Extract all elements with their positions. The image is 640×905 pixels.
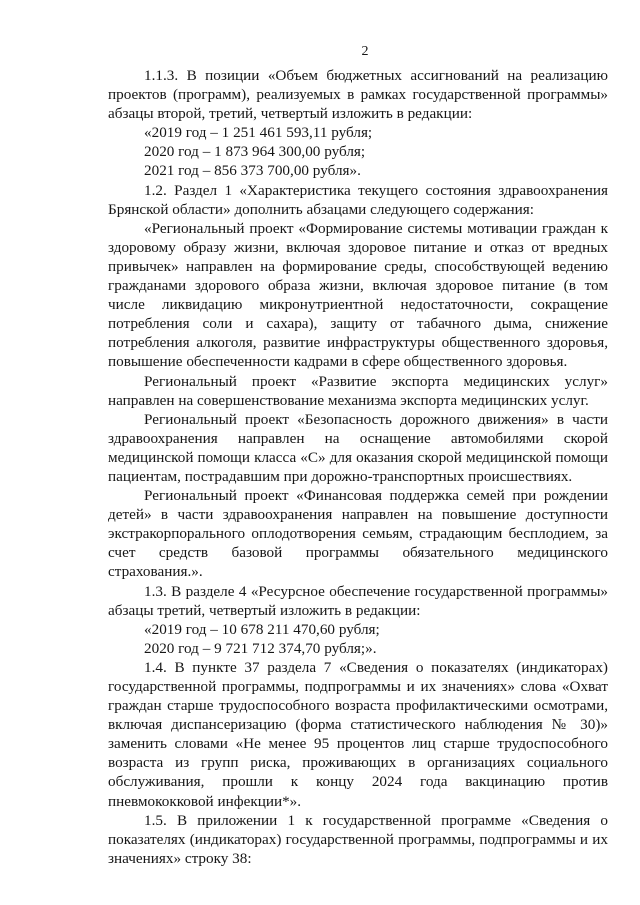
regional-project-road-safety: Региональный проект «Безопасность дорожного движения» в части здравоохранения направлен на оснащение автомобилями скорой медицинской помощи класса «С» для оказания скорой медицинской помощи пациентам, пострадавшим при дорожно-транспортных происшествиях. (108, 410, 608, 485)
resource-2019-line: «2019 год – 10 678 211 470,60 рубля; (144, 620, 380, 638)
document-body (108, 66, 608, 868)
regional-project-healthy-lifestyle: «Региональный проект «Формирование системы мотивации граждан к здоровому образу жизни, включая здоровое питание и отказ от вредных привычек» направлен на формирование среды, способствующей ведению гражданами здорового образа жизни, включая здоровое питание (в том числе ликвидацию микронутриентной недостаточности, сокращение потребления соли и сахара), защиту от табачного дыма, снижение потребления алкоголя, развитие инфраструктуры общественного здоровья, повышение обеспеченности кадрами в сфере общественного здоровья. (108, 219, 608, 371)
paragraph-1-3: 1.3. В разделе 4 «Ресурсное обеспечение государственной программы» абзацы третий, четвертый изложить в редакции: (108, 582, 608, 619)
paragraph-1-4: 1.4. В пункте 37 раздела 7 «Сведения о показателях (индикаторах) государственной программы, подпрограммы и их значениях» слова «Охват граждан старше трудоспособного возраста профилактическими осмотрами, включая диспансеризацию (форма статистического наблюдения № 30)» заменить словами «Не менее 95 процентов лиц старше трудоспособного возраста из групп риска, проживающих в организациях социального обслуживания, прошли к концу 2024 года вакцинацию против пневмококковой инфекции*». (108, 658, 608, 810)
amount-2020-line: 2020 год – 1 873 964 300,00 рубля; (144, 143, 366, 161)
paragraph-1-5: 1.5. В приложении 1 к государственной программе «Сведения о показателях (индикаторах) государственной программы, подпрограммы и их значениях» строку 38: (108, 811, 608, 867)
paragraph-1-2: 1.2. Раздел 1 «Характеристика текущего состояния здравоохранения Брянской области» дополнить абзацами следующего содержания: (108, 181, 608, 218)
regional-project-family-support: Региональный проект «Финансовая поддержка семей при рождении детей» в части здравоохранения направлен на повышение доступности экстракорпорального оплодотворения семьям, страдающим бесплодием, за счет средств базовой программы обязательного медицинского страхования.». (108, 487, 608, 581)
amount-2019-line: «2019 год – 1 251 461 593,11 рубля; (144, 124, 373, 142)
paragraph-1-1-3: 1.1.3. В позиции «Объем бюджетных ассигнований на реализацию проектов (программ), реализуемых в рамках государственной программы» абзацы второй, третий, четвертый изложить в редакции: (108, 67, 608, 123)
resource-2020-line: 2020 год – 9 721 712 374,70 рубля;». (144, 639, 377, 657)
regional-project-medical-export: Региональный проект «Развитие экспорта медицинских услуг» направлен на совершенствование механизма экспорта медицинских услуг. (108, 372, 608, 409)
amount-2021-line: 2021 год – 856 373 700,00 рубля». (144, 162, 361, 180)
page-number: 2 (361, 44, 369, 59)
